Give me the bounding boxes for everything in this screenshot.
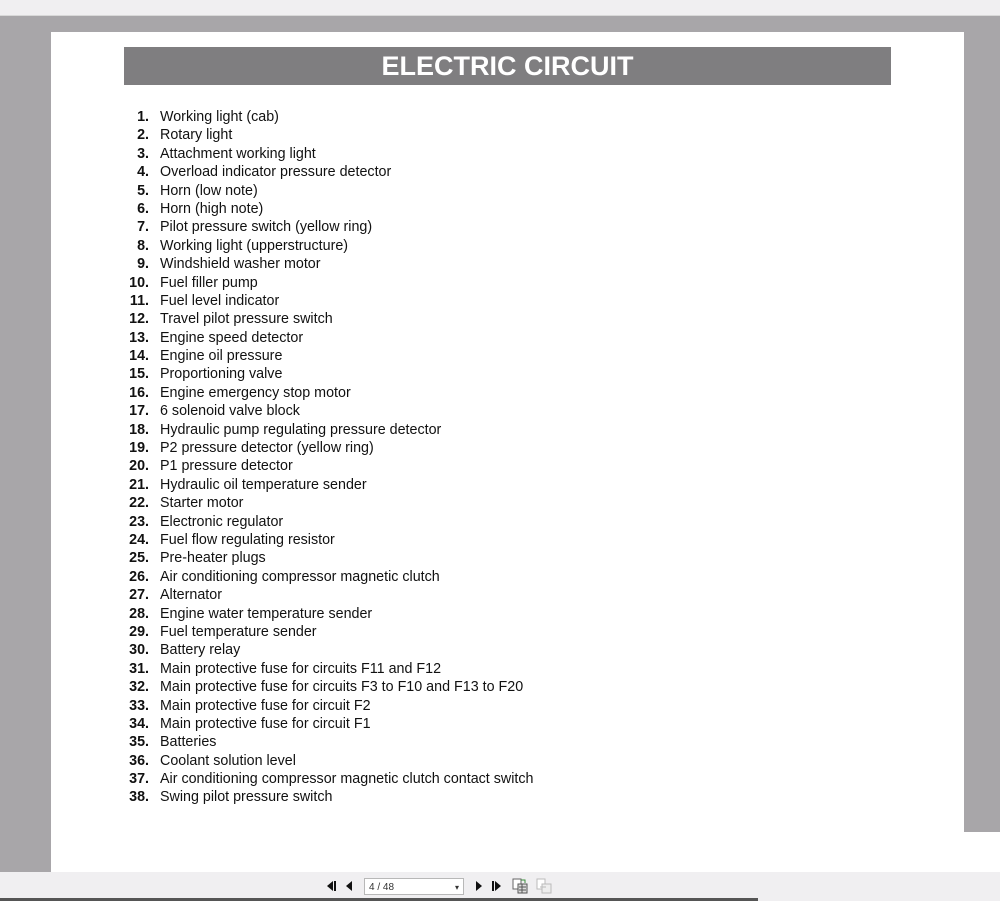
item-number: 17.	[129, 403, 149, 420]
viewer-corner	[964, 832, 1000, 872]
list-item	[126, 402, 533, 420]
item-number: 22.	[129, 495, 149, 512]
item-number: 19.	[129, 440, 149, 457]
item-number: 7.	[137, 219, 149, 236]
item-label: Alternator	[160, 587, 222, 604]
list-item	[126, 274, 533, 292]
fit-page-button[interactable]	[510, 877, 530, 895]
item-number: 11.	[129, 292, 149, 309]
dropdown-arrow-icon: ▾	[454, 882, 459, 892]
page-title: ELECTRIC CIRCUIT	[124, 47, 891, 85]
list-item	[126, 421, 533, 439]
item-label: Engine oil pressure	[160, 348, 283, 365]
list-item	[126, 457, 533, 475]
item-number: 16.	[129, 384, 149, 401]
item-label: Hydraulic oil temperature sender	[160, 476, 367, 493]
list-item	[126, 715, 533, 733]
pdf-page	[51, 32, 964, 888]
item-label: Overload indicator pressure detector	[160, 164, 392, 181]
list-item	[126, 641, 533, 659]
list-item	[126, 476, 533, 494]
item-label: Hydraulic pump regulating pressure detector	[160, 421, 442, 438]
list-item	[126, 678, 533, 696]
item-number: 4.	[137, 164, 149, 181]
page-indicator: 4 / 48	[369, 881, 395, 893]
item-number: 20.	[129, 458, 149, 475]
item-label: 6 solenoid valve block	[160, 403, 300, 420]
previous-page-icon	[344, 880, 354, 892]
list-item	[126, 292, 533, 310]
item-label: Main protective fuse for circuit F1	[160, 715, 371, 732]
list-item	[126, 439, 533, 457]
component-list	[126, 108, 533, 807]
item-number: 26.	[129, 568, 149, 585]
last-page-icon	[491, 880, 503, 892]
item-number: 18.	[129, 421, 149, 438]
item-label: Swing pilot pressure switch	[160, 789, 333, 806]
list-item	[126, 365, 533, 383]
fit-page-icon	[512, 878, 528, 894]
item-number: 28.	[129, 605, 149, 622]
first-page-button[interactable]	[322, 877, 340, 895]
item-number: 37.	[129, 771, 149, 788]
list-item	[126, 310, 533, 328]
item-label: Horn (low note)	[160, 182, 258, 199]
list-item	[126, 623, 533, 641]
first-page-icon	[325, 880, 337, 892]
list-item	[126, 218, 533, 236]
list-item	[126, 605, 533, 623]
list-item	[126, 788, 533, 806]
item-label: Main protective fuse for circuits F11 and F12	[160, 660, 442, 677]
fit-width-icon	[536, 878, 552, 894]
next-page-icon	[474, 880, 484, 892]
item-label: Attachment working light	[160, 145, 316, 162]
item-label: Main protective fuse for circuit F2	[160, 697, 371, 714]
item-number: 23.	[129, 513, 149, 530]
next-page-button[interactable]	[470, 877, 488, 895]
item-number: 12.	[129, 311, 149, 328]
item-number: 29.	[129, 623, 149, 640]
item-label: Main protective fuse for circuits F3 to F10 and F13 to F20	[160, 679, 524, 696]
item-label: Coolant solution level	[160, 752, 296, 769]
item-label: Engine speed detector	[160, 329, 304, 346]
last-page-button[interactable]	[488, 877, 506, 895]
list-item	[126, 329, 533, 347]
list-item	[126, 347, 533, 365]
list-item	[126, 145, 533, 163]
item-number: 3.	[137, 145, 149, 162]
item-label: Horn (high note)	[160, 200, 264, 217]
item-label: Battery relay	[160, 642, 241, 659]
item-label: Engine water temperature sender	[160, 605, 373, 622]
item-label: P2 pressure detector (yellow ring)	[160, 440, 374, 457]
list-item	[126, 586, 533, 604]
item-number: 36.	[129, 752, 149, 769]
list-item	[126, 108, 533, 126]
item-number: 25.	[129, 550, 149, 567]
item-number: 33.	[129, 697, 149, 714]
item-number: 9.	[137, 256, 149, 273]
item-number: 35.	[129, 734, 149, 751]
list-item	[126, 660, 533, 678]
item-number: 13.	[129, 329, 149, 346]
list-item	[126, 182, 533, 200]
list-item	[126, 733, 533, 751]
item-label: Rotary light	[160, 127, 233, 144]
list-item	[126, 531, 533, 549]
item-number: 21.	[129, 476, 149, 493]
item-label: Fuel filler pump	[160, 274, 258, 291]
list-item	[126, 549, 533, 567]
item-number: 24.	[129, 531, 149, 548]
page-navigation	[322, 876, 554, 896]
list-item	[126, 513, 533, 531]
item-label: Windshield washer motor	[160, 256, 321, 273]
item-number: 34.	[129, 715, 149, 732]
item-number: 27.	[129, 587, 149, 604]
list-item	[126, 126, 533, 144]
item-label: Pilot pressure switch (yellow ring)	[160, 219, 373, 236]
item-label: Fuel level indicator	[160, 292, 280, 309]
list-item	[126, 752, 533, 770]
list-item	[126, 384, 533, 402]
item-label: Fuel flow regulating resistor	[160, 531, 335, 548]
list-item	[126, 494, 533, 512]
item-number: 31.	[129, 660, 149, 677]
list-item	[126, 237, 533, 255]
item-number: 8.	[137, 237, 149, 254]
list-item	[126, 770, 533, 788]
item-number: 1.	[137, 109, 149, 125]
item-label: Air conditioning compressor magnetic clutch	[160, 568, 440, 585]
item-number: 15.	[129, 366, 149, 383]
item-label: Electronic regulator	[160, 513, 284, 530]
item-label: Pre-heater plugs	[160, 550, 266, 567]
document-viewer	[0, 16, 1000, 872]
list-item	[126, 697, 533, 715]
item-number: 5.	[137, 182, 149, 199]
item-number: 38.	[129, 789, 149, 806]
item-number: 30.	[129, 642, 149, 659]
list-item	[126, 200, 533, 218]
list-item	[126, 163, 533, 181]
item-label: Travel pilot pressure switch	[160, 311, 333, 328]
item-number: 32.	[129, 679, 149, 696]
item-label: Working light (cab)	[160, 109, 279, 125]
list-item	[126, 568, 533, 586]
item-number: 2.	[137, 127, 149, 144]
item-label: Air conditioning compressor magnetic clutch contact switch	[160, 771, 534, 788]
item-label: Fuel temperature sender	[160, 623, 317, 640]
item-label: Working light (upperstructure)	[160, 237, 349, 254]
item-number: 14.	[129, 348, 149, 365]
previous-page-button[interactable]	[340, 877, 358, 895]
item-number: 6.	[137, 200, 149, 217]
list-item	[126, 255, 533, 273]
fit-width-button[interactable]	[534, 877, 554, 895]
item-label: Starter motor	[160, 495, 244, 512]
item-label: Engine emergency stop motor	[160, 384, 351, 401]
page-number-select[interactable]	[364, 878, 464, 895]
item-label: Batteries	[160, 734, 217, 751]
top-toolbar	[0, 0, 1000, 16]
item-label: P1 pressure detector	[160, 458, 293, 475]
item-label: Proportioning valve	[160, 366, 283, 383]
item-number: 10.	[129, 274, 149, 291]
